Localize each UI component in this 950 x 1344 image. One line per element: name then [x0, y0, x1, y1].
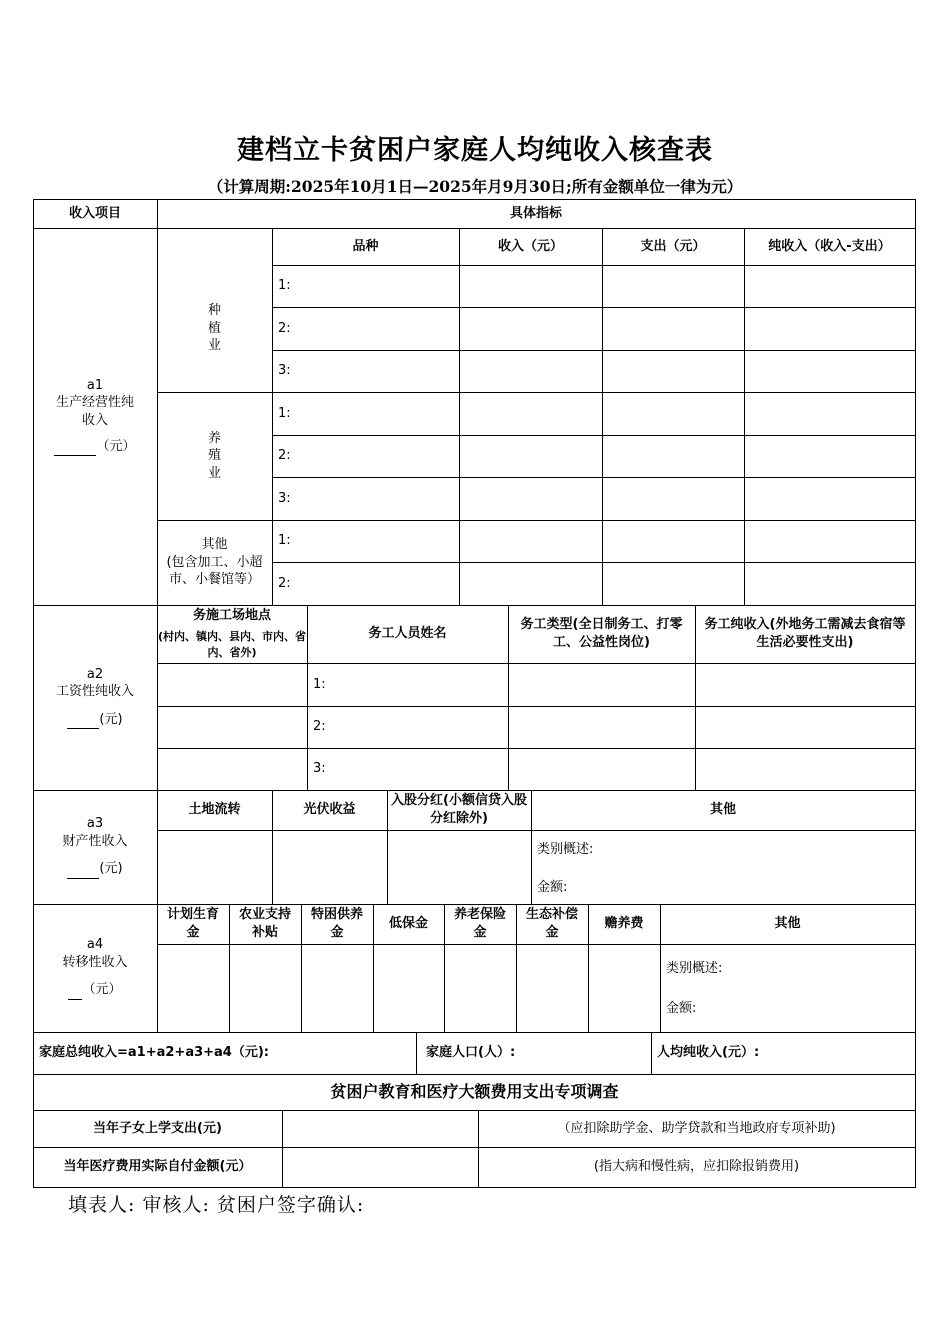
a3-label: 财产性收入	[62, 833, 128, 849]
worker-name-header: 务工人员姓名	[368, 626, 447, 642]
signature-footer: 填表人: 审核人: 贫困户签字确认:	[68, 1194, 365, 1216]
education-expense-label: 当年子女上学支出(元)	[93, 1120, 222, 1136]
a4-amount-field[interactable]: 金额:	[666, 1001, 697, 1017]
breeding-row-1[interactable]: 1:	[278, 405, 291, 421]
a3-section-label	[33, 790, 157, 904]
a3-amount-field[interactable]: 金额:	[537, 880, 568, 896]
planting-row-1[interactable]: 1:	[278, 278, 291, 294]
dividend-header: 入股分红(小额信贷入股分红除外)	[391, 793, 527, 826]
page-subtitle: （计算周期:2025年10月1日—2025年月9月30日;所有金额单位一律为元）	[207, 177, 743, 196]
special-support-header: 特困供养金	[310, 907, 363, 940]
a1-unit: （元）	[96, 438, 136, 454]
net-income-header: 纯收入（收入-支出）	[768, 238, 891, 254]
a4-section-label	[33, 904, 157, 1032]
a4-unit: （元）	[82, 982, 122, 998]
a2-code: a2	[86, 666, 104, 682]
planting-row-3[interactable]: 3:	[278, 363, 291, 379]
education-expense-input[interactable]	[282, 1110, 478, 1147]
medical-expense-input[interactable]	[282, 1147, 478, 1187]
a2-section-label	[33, 605, 157, 790]
per-capita-income-field[interactable]: 人均纯收入(元）:	[657, 1045, 760, 1061]
income-item-header: 收入项目	[68, 205, 121, 221]
breeding-label: 养殖业	[207, 430, 221, 481]
other-business-row-2[interactable]: 2:	[278, 575, 291, 591]
a2-label: 工资性纯收入	[55, 684, 134, 700]
agri-subsidy-header: 农业支持补贴	[238, 907, 291, 940]
other-business-row-1[interactable]: 1:	[278, 533, 291, 549]
a3-unit: (元)	[99, 861, 123, 877]
a3-other-header: 其他	[709, 802, 736, 818]
income-header: 收入（元）	[497, 238, 563, 254]
solar-income-header: 光伏收益	[303, 802, 356, 818]
work-type-header: 务工类型(全日制务工、打零工、公益性岗位)	[520, 617, 683, 650]
a1-label: 生产经营性纯收入	[55, 395, 134, 428]
a4-label: 转移性收入	[62, 954, 128, 970]
household-total-income-field[interactable]: 家庭总纯收入=a1+a2+a3+a4（元):	[39, 1045, 269, 1061]
family-planning-header: 计划生育金	[166, 907, 219, 940]
a1-section-label	[33, 228, 157, 605]
eco-compensation-header: 生态补偿金	[525, 907, 578, 940]
min-living-header: 低保金	[388, 916, 428, 932]
land-transfer-header: 土地流转	[188, 802, 241, 818]
worker-row-3[interactable]: 3:	[313, 761, 326, 777]
work-place-header: 务施工场地点 (村内、镇内、县内、市内、省内、省外)	[157, 608, 307, 660]
medical-expense-label: 当年医疗费用实际自付金额(元）	[63, 1159, 252, 1175]
a4-category-field[interactable]: 类别概述:	[666, 961, 723, 977]
other-business-label: 其他 (包含加工、小超市、小餐馆等）	[166, 537, 263, 588]
education-expense-note: （应扣除助学金、助学贷款和当地政府专项补助)	[557, 1120, 836, 1136]
planting-label: 种植业	[207, 303, 221, 354]
specific-indicator-header: 具体指标	[509, 205, 562, 221]
support-fee-header: 赡养费	[604, 916, 644, 932]
a4-code: a4	[86, 937, 104, 953]
work-net-income-header: 务工纯收入(外地务工需减去食宿等生活必要性支出)	[704, 617, 906, 650]
breeding-row-2[interactable]: 2:	[278, 448, 291, 464]
household-population-field[interactable]: 家庭人口(人）:	[426, 1045, 516, 1061]
special-survey-title: 贫困户教育和医疗大额费用支出专项调查	[330, 1082, 619, 1102]
a4-other-header: 其他	[774, 916, 801, 932]
expense-header: 支出（元）	[640, 238, 706, 254]
page-title: 建档立卡贫困户家庭人均纯收入核查表	[237, 135, 713, 166]
a2-unit: (元)	[99, 711, 123, 727]
a1-code: a1	[86, 377, 104, 393]
worker-row-1[interactable]: 1:	[313, 676, 326, 692]
breeding-row-3[interactable]: 3:	[278, 490, 291, 506]
a3-category-field[interactable]: 类别概述:	[537, 842, 594, 858]
a3-code: a3	[86, 816, 104, 832]
variety-header: 品种	[352, 238, 379, 254]
medical-expense-note: (指大病和慢性病，应扣除报销费用)	[593, 1159, 800, 1175]
pension-header: 养老保险金	[453, 907, 506, 940]
planting-row-2[interactable]: 2:	[278, 320, 291, 336]
worker-row-2[interactable]: 2:	[313, 719, 326, 735]
